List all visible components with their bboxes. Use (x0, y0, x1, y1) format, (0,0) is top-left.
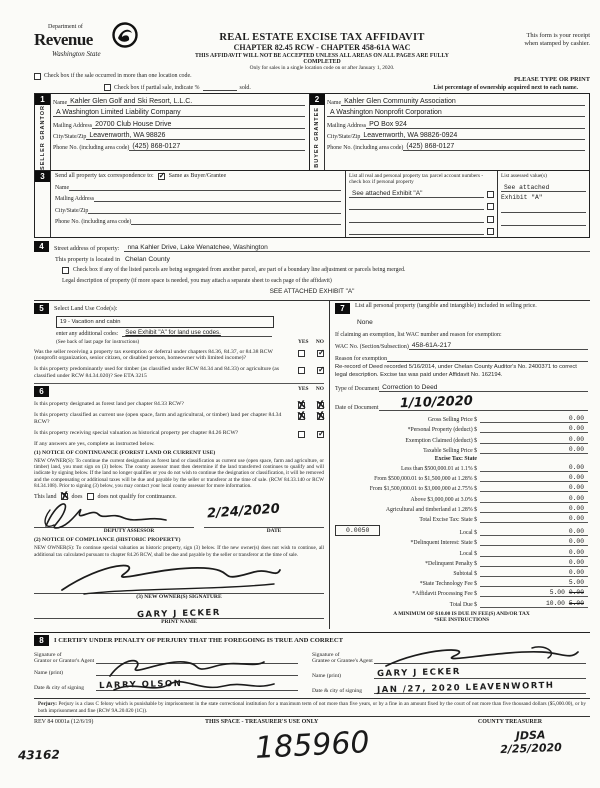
date-of-document-field[interactable]: 1/10/2020 (379, 395, 588, 411)
delinquent-interest-state-field[interactable]: 0.00 (480, 538, 588, 546)
ownership-note: List percentage of ownership acquired next to each name. (433, 85, 578, 91)
street-address-field[interactable]: nna Kahler Drive, Lake Wenatchee, Washington (124, 244, 590, 252)
subtotal-field[interactable]: 0.00 (480, 569, 588, 577)
section-3 (35, 171, 589, 237)
form-warning: THIS AFFIDAVIT WILL NOT BE ACCEPTED UNLESS ALL AREAS ON ALL PAGES ARE FULLY COMPLETED (195, 53, 449, 65)
revenue-swirl-icon (112, 22, 138, 53)
receipt-note: This form is your receipt when stamped by cashier. (524, 32, 590, 47)
does-qualify-checkbox[interactable] (61, 493, 68, 500)
section-7-badge: 7 (335, 303, 350, 314)
tier2-field[interactable]: 0.00 (480, 474, 588, 482)
assessed-field-2[interactable]: Exhibit "A" (501, 193, 543, 201)
parcel-personal-checkbox-1[interactable] (487, 191, 494, 198)
historic-yes-checkbox[interactable] (298, 431, 305, 438)
gross-selling-price-field[interactable]: 0.00 (480, 415, 588, 423)
partial-sale-label: Check box if partial sale, indicate % (114, 85, 200, 91)
deputy-assessor-sig-row (34, 502, 324, 528)
additional-codes-label: enter any additional codes: (56, 331, 119, 338)
type-of-document-label: Type of Document (335, 386, 380, 393)
same-as-buyer-label: Same as Buyer/Grantee (168, 173, 227, 180)
personal-property-deduct-field[interactable]: 0.00 (480, 425, 588, 433)
corr-phone-label: Phone No. (including area code) (55, 218, 132, 225)
logo-state-line: Washington State (52, 50, 101, 58)
corr-name-label: Name (55, 185, 70, 192)
claiming-exemption-note: If claiming an exemption, list WAC number and reason for exemption: (335, 332, 502, 339)
buyer-side-column (309, 94, 325, 170)
send-correspondence-label: Send all property tax correspondence to: (55, 173, 154, 180)
multi-location-label: Check box if the sale occurred in more than one location code. (44, 73, 192, 79)
grantor-name-label: Name (print) (34, 670, 64, 677)
parcel-personal-checkbox-2[interactable] (487, 203, 494, 210)
continuance-line: This land X does does not qualify for continuance. (34, 493, 324, 500)
question-historic: Is this property receiving special valuation as historical property per chapter 84.26 RCW? ✓ (34, 430, 324, 438)
question-forest-land: Is this property designated as forest land per chapter 84.33 RCW? X X (34, 401, 324, 409)
wac-field[interactable]: 458-61A-217 (409, 342, 588, 350)
assessor-date-field[interactable]: 2/24/2020 (204, 502, 324, 528)
seller-mailing-label: Mailing Address (53, 122, 93, 129)
seller-name-label: Name (53, 100, 68, 107)
assessed-field-1[interactable]: See attached (501, 184, 586, 192)
exemption-no-checkbox[interactable] (317, 350, 324, 357)
seller-name-field[interactable]: Kahler Glen Golf and Ski Resort, L.L.C. (67, 98, 305, 106)
tier1-field[interactable]: 0.00 (480, 464, 588, 472)
parcel-personal-checkbox-3[interactable] (487, 216, 494, 223)
multi-location-checkbox[interactable] (34, 73, 41, 80)
section-8 (34, 632, 590, 694)
tax-correspondence-block (51, 171, 345, 237)
corr-phone-field[interactable] (131, 217, 341, 225)
no-header: NO (315, 339, 324, 346)
dor-logo (34, 24, 184, 71)
forest-yes-checkbox[interactable] (298, 402, 305, 409)
corr-name-field[interactable] (69, 183, 341, 191)
parcel-numbers-block (345, 171, 497, 237)
seller-mailing-field[interactable]: 20700 Club House Drive (92, 121, 305, 129)
grantor-date-label: Date & city of signing (34, 685, 85, 692)
reason-text: Re-record of Deed recorded 5/16/2014, under Chelan County Auditor's No. 2400371 to correct legal description. Excise tax was paid under Affidavit No. 162194. (335, 364, 577, 378)
treasurer-space-label: THIS SPACE - TREASURER'S USE ONLY (204, 719, 319, 726)
exemption-claimed-field[interactable]: 0.00 (480, 436, 588, 444)
section-8-badge: 8 (34, 635, 49, 646)
section-6-badge: 6 (34, 386, 49, 397)
footer-row (34, 719, 590, 725)
delinquent-interest-local-field[interactable]: 0.00 (480, 549, 588, 557)
forest-no-checkbox[interactable] (317, 402, 324, 409)
section-2-badge: 2 (310, 94, 325, 105)
perjury-statement: Perjury: Perjury is a class C felony which is punishable by imprisonment in the state correctional institution for a maximum term of not more than five years, or by a fine in an amount fixed by the court of not more than five thousand dollars ($5,000.00), or by both imprisonment and fine (RCW 9A.20.020 (1C)). (34, 698, 590, 717)
date-label: DATE (266, 528, 282, 535)
date-of-document-label: Date of Document (335, 405, 379, 412)
logo-revenue-line: Revenue (34, 30, 93, 49)
clerk-initials-date: JDSA 2/25/2020 (499, 728, 563, 756)
exemption-yes-checkbox[interactable] (298, 350, 305, 357)
print-name-label: PRINT NAME (161, 619, 197, 626)
legal-description-value[interactable]: SEE ATTACHED EXHIBIT "A" (269, 288, 355, 296)
corr-csz-label: City/State/Zip (55, 207, 89, 214)
taxable-selling-price-field[interactable]: 0.00 (480, 446, 588, 454)
same-as-buyer-checkbox[interactable] (158, 173, 165, 180)
seller-csz-field[interactable]: Leavenworth, WA 98826 (86, 132, 305, 140)
buyer-name2-field[interactable]: A Washington Nonprofit Corporation (327, 109, 585, 117)
buyer-csz-field[interactable]: Leavenworth, WA 98826-0924 (360, 132, 585, 140)
grantee-date-field[interactable]: JAN /27, 2020 LEAVENWORTH (374, 683, 586, 694)
partial-sale-percent-field[interactable] (203, 90, 237, 91)
seller-phone-field[interactable]: (425) 868-0127 (129, 143, 305, 151)
certify-statement: I CERTIFY UNDER PENALTY OF PERJURY THAT THE FOREGOING IS TRUE AND CORRECT (54, 637, 343, 645)
seller-grantor-vertical-label: SELLER GRANTOR (39, 105, 46, 170)
print-name-field[interactable]: GARY J ECKER (34, 603, 324, 619)
county-field[interactable]: Chelan County (124, 256, 170, 264)
grantee-signature-field[interactable] (374, 656, 586, 664)
assessed-field-4[interactable] (501, 218, 586, 226)
total-excise-state-field[interactable]: 0.00 (480, 515, 588, 523)
instructions-note: (See back of last page for instructions) (56, 339, 140, 346)
grantee-name-field[interactable]: GARY J ECKER (374, 668, 586, 679)
delinquent-penalty-field[interactable]: 0.00 (480, 559, 588, 567)
county-treasurer-label: COUNTY TREASURER (477, 719, 543, 726)
grantee-sig-label: Signature of Grantee or Grantee's Agent (312, 652, 373, 665)
corr-mailing-label: Mailing Address (55, 196, 95, 203)
buyer-phone-label: Phone No. (including area code) (327, 144, 404, 151)
grantor-sig-label: Signature of Grantor or Grantor's Agent (34, 652, 95, 665)
question-current-use: Is this property classified as current use (open space, farm and agricultural, or timber) land per chapter 84.34 RCW? X X (34, 412, 324, 426)
notice1-title: (1) NOTICE OF CONTINUANCE (FOREST LAND OR CURRENT USE) (34, 449, 216, 456)
new-owner-sig-label: (3) NEW OWNER(S) SIGNATURE (136, 594, 222, 601)
buyer-mailing-label: Mailing Address (327, 122, 367, 129)
parcel-field-2[interactable] (349, 202, 484, 210)
currentuse-yes-checkbox[interactable] (298, 413, 305, 420)
additional-codes-field[interactable]: See Exhibit "A" for land use codes. (122, 329, 272, 337)
legal-description-label: Legal description of property (if more space is needed, you may attach a separate sheet to each page of the affidavit) (62, 278, 332, 285)
grantee-name-label: Name (print) (312, 673, 342, 680)
logo-dept-line: Department of (48, 24, 83, 30)
grantor-name-field[interactable] (96, 668, 298, 676)
land-use-code-select[interactable]: 19 - Vacation and cabin (56, 316, 274, 328)
type-of-document-field[interactable]: Correction to Deed (379, 384, 588, 392)
rev-number: REV 84 0001a (12/6/19) (34, 719, 94, 726)
yes-header: YES (298, 339, 309, 346)
seller-csz-label: City/State/Zip (53, 133, 87, 140)
seller-name2-field[interactable]: A Washington Limited Liability Company (53, 109, 305, 117)
seller-phone-label: Phone No. (including area code) (53, 144, 130, 151)
grantee-date-label: Date & city of signing (312, 688, 363, 695)
section-3-badge-col (35, 171, 51, 237)
timber-no-checkbox[interactable] (317, 367, 324, 374)
notice1-body: NEW OWNER(S): To continue the current designation as forest land or classification as current use (open space, farm and agriculture, or timber) land, you must sign on (3) below. The county assessor must then determine if the land transferred continues to qualify and will indicate by signing below. If the land no longer qualifies or you do not wish to continue the designation or classification, it will be removed and the compensating or additional taxes will be due and payable by the seller or transferor at the time of sale. (RCW 84.33.140 or RCW 84.34.108). Prior to signing (3) below, you may contact your local county assessor for more information. (34, 457, 324, 490)
parcel-field-3[interactable] (349, 215, 484, 223)
local-rate-box[interactable]: 0.0050 (335, 525, 380, 536)
section-1-badge: 1 (35, 94, 50, 105)
form-title: REAL ESTATE EXCISE TAX AFFIDAVIT (219, 32, 425, 43)
question-exemption: Was the seller receiving a property tax exemption or deferral under chapters 84.36, 84.37, or 84.38 RCW (nonprofit organization, senior citizen, or disabled person, homeowner with limited income)? ✓ (34, 349, 324, 363)
segregated-label: Check box if any of the listed parcels are being segregated from another parcel, are part of a boundary line adjustment or parcels being merged. (73, 267, 406, 274)
tier4-field[interactable]: 0.00 (480, 495, 588, 503)
main-form-box (34, 93, 590, 238)
buyer-csz-label: City/State/Zip (327, 133, 361, 140)
deputy-assessor-signature-field[interactable] (34, 502, 194, 528)
historic-no-checkbox[interactable] (317, 431, 324, 438)
form-subtitle: CHAPTER 82.45 RCW - CHAPTER 458-61A WAC (233, 43, 411, 52)
land-use-title: Select Land Use Code(s): (54, 305, 118, 313)
reason-label: Reason for exemption (335, 356, 388, 363)
corr-csz-field[interactable] (88, 206, 341, 214)
buyer-mailing-field[interactable]: PO Box 924 (366, 121, 585, 129)
parcel-personal-checkbox-4[interactable] (487, 228, 494, 235)
please-type-note: PLEASE TYPE OR PRINT (513, 76, 590, 83)
currentuse-no-checkbox[interactable] (317, 413, 324, 420)
see-instructions-note: *SEE INSTRUCTIONS (433, 616, 490, 623)
single-location-note: Only for sales in a single location code on or after January 1, 2020. (249, 65, 395, 71)
parcel-header: List all real and personal property tax parcel account numbers - check box if personal property (349, 172, 484, 186)
reason-field[interactable] (387, 354, 588, 362)
located-in-label: This property is located in (55, 256, 120, 264)
header-checkline-1 (34, 73, 590, 83)
new-owner-signature-field[interactable] (34, 564, 324, 594)
buyer-name-label: Name (327, 100, 342, 107)
section-4 (34, 241, 590, 295)
sections-5-6-column: 5 Select Land Use Code(s): 19 - Vacation and cabin enter any additional codes: See Exhibit "A" for land use codes. (See back of last page for instructions) YES NO Was the seller receiving a property tax exemption or deferral under chapters 84.36, 84.37, or 84.38 RCW (nonprofit organization, senior citizen, or disabled person, homeowner with limited income)? ✓ Is this property predominantly used for timber (as classified under RCW 84.34 and 84.33) or agriculture (as classified under RCW 84.34.020)? See ETA 3215 ✓ 6 YES NO Is this property designated as forest land per chapter 84.33 RCW? X X Is this property classified as current use (open space, farm and agricultural, or timber) land per chapter 84.34 RCW? X X Is this property receiving special valuation as historical property per chapter 84.26 RCW? ✓ If any answers are yes, complete as instructed below. (1) NOTICE OF CONTINUANCE (FOREST LAND OR CURRENT USE) NEW OWNER(S): To continue the current designation as forest land or classification as current use (open space, farm and agriculture, or timber) land, you must sign on (3) below. The county assessor must then determine if the land transferred continues to qualify and will indicate by signing below. If the land no longer qualifies or you do not wish to continue the designation or classification, it will be removed and the compensating or additional taxes will be due and payable by the seller or transferor at the time of sale. (RCW 84.33.140 or RCW 84.34.108). Prior to signing (3) below, you may contact your local county assessor for more information. This land X does does not qualify for continuance. 2/24/2020 DEPUTY ASSESSOR DATE (2) NOTICE OF COMPLIANCE (HISTORIC PROPERTY) NEW OWNER(S): To continue special valuation as historic property, sign (3) below. If the new owner(s) does not wish to continue, all additional tax calculated pursuant to chapter 84.26 RCW, shall be due and payable by the seller or transferor at the time of sale. (3) NEW OWNER(S) SIGNATURE GARY J ECKER PRINT NAME (34, 301, 330, 629)
print-name-row (34, 603, 324, 619)
buyer-fields (325, 94, 589, 170)
partial-sale-suffix: sold. (239, 85, 251, 91)
parcel-field-4[interactable] (349, 227, 484, 235)
treasurer-stamp-number: 185960 (254, 725, 371, 766)
notice2-title: (2) NOTICE OF COMPLIANCE (HISTORIC PROPERTY) (34, 537, 181, 544)
corr-mailing-field[interactable] (94, 194, 341, 202)
seller-side-column (35, 94, 51, 170)
affidavit-processing-fee-field[interactable]: 5.00 0.00 (480, 589, 588, 597)
section-4-badge: 4 (34, 241, 49, 252)
seller-fields (51, 94, 309, 170)
grantee-signature-block (312, 648, 590, 694)
state-technology-fee-field[interactable]: 5.00 (480, 579, 588, 587)
wac-label: WAC No. (Section/Subsection) (335, 344, 409, 351)
timber-yes-checkbox[interactable] (298, 367, 305, 374)
street-address-label: Street address of property: (54, 245, 120, 253)
deputy-assessor-label: DEPUTY ASSESSOR (103, 528, 155, 535)
header-checkline-2 (104, 84, 590, 91)
partial-sale-checkbox[interactable] (104, 84, 111, 91)
does-not-qualify-checkbox[interactable] (87, 493, 94, 500)
notice2-body: NEW OWNER(S): To continue special valuation as historic property, sign (3) below. If the new owner(s) does not wish to continue, all additional tax calculated pursuant to chapter 84.26 RCW, shall be due and payable by the seller or transferor at the time of sale. (34, 545, 324, 558)
section-3-badge: 3 (35, 171, 50, 182)
total-due-field[interactable]: 10.00 5.00 (480, 600, 588, 608)
local-tax-field[interactable]: 0.00 (480, 528, 588, 536)
grantor-signature-field[interactable] (96, 656, 298, 664)
grantor-date-field[interactable]: LARRY OLSON (96, 680, 298, 691)
buyer-phone-field[interactable]: (425) 868-0127 (403, 143, 585, 151)
form-header (34, 24, 590, 71)
assessed-header: List assessed value(s) (501, 172, 547, 179)
section-5-badge: 5 (34, 303, 49, 314)
title-block (184, 24, 460, 71)
parcel-field-1[interactable]: See attached Exhibit "A" (349, 190, 484, 198)
minimum-fee-note: A MINIMUM OF $10.00 IS DUE IN FEE(S) AND/OR TAX (393, 610, 530, 617)
if-yes-note: If any answers are yes, complete as instructed below. (34, 440, 155, 447)
fee-table: Gross Selling Price $ 0.00 *Personal Property (deduct) $ 0.00 Exemption Claimed (deduct) $ 0.00 Taxable Selling Price $ 0.00 Excise Tax: State Less than $500,000.01 at 1.1% $ 0.00 From $500,000.01 to $1,500,000 at 1.28% $ 0.00 From $1,500,000.01 to $3,000,000 at 2.75% $ 0.00 Above $3,000,000 at 3.0% $ 0.00 Agricultural and timberland at 1.28% $ 0.00 Total Excise Tax: State $ 0.00 0.0050 Local $ 0.00 *Delinquent Interest: State $ 0.00 Local $ 0.00 *Delinquent Penalty $ 0.00 Subtotal $ 0.00 *State Technology Fee $ 5.00 *Affidavit Processing Fee $ 5.00 0.00 Total Due $ 10.00 5.00 (335, 415, 588, 607)
personal-property-value[interactable]: None (357, 319, 373, 327)
section-7-column (330, 301, 590, 629)
personal-property-title: List all personal property (tangible and intangible) included in selling price. (355, 303, 537, 310)
new-owner-sig-row (34, 564, 324, 594)
assessed-values-block (497, 171, 589, 237)
assessed-field-3[interactable] (501, 205, 586, 213)
buyer-name-field[interactable]: Kahler Glen Community Association (341, 98, 585, 106)
corner-handwritten-number: 43162 (17, 747, 60, 763)
tier3-field[interactable]: 0.00 (480, 484, 588, 492)
grantor-signature-block (34, 648, 312, 694)
question-timber: Is this property predominantly used for timber (as classified under RCW 84.34 and 84.33) or agriculture (as classified under RCW 84.34.020)? See ETA 3215 ✓ (34, 366, 324, 380)
segregated-checkbox[interactable] (62, 267, 69, 274)
buyer-grantee-vertical-label: BUYER GRANTEE (314, 107, 320, 168)
agricultural-field[interactable]: 0.00 (480, 505, 588, 513)
